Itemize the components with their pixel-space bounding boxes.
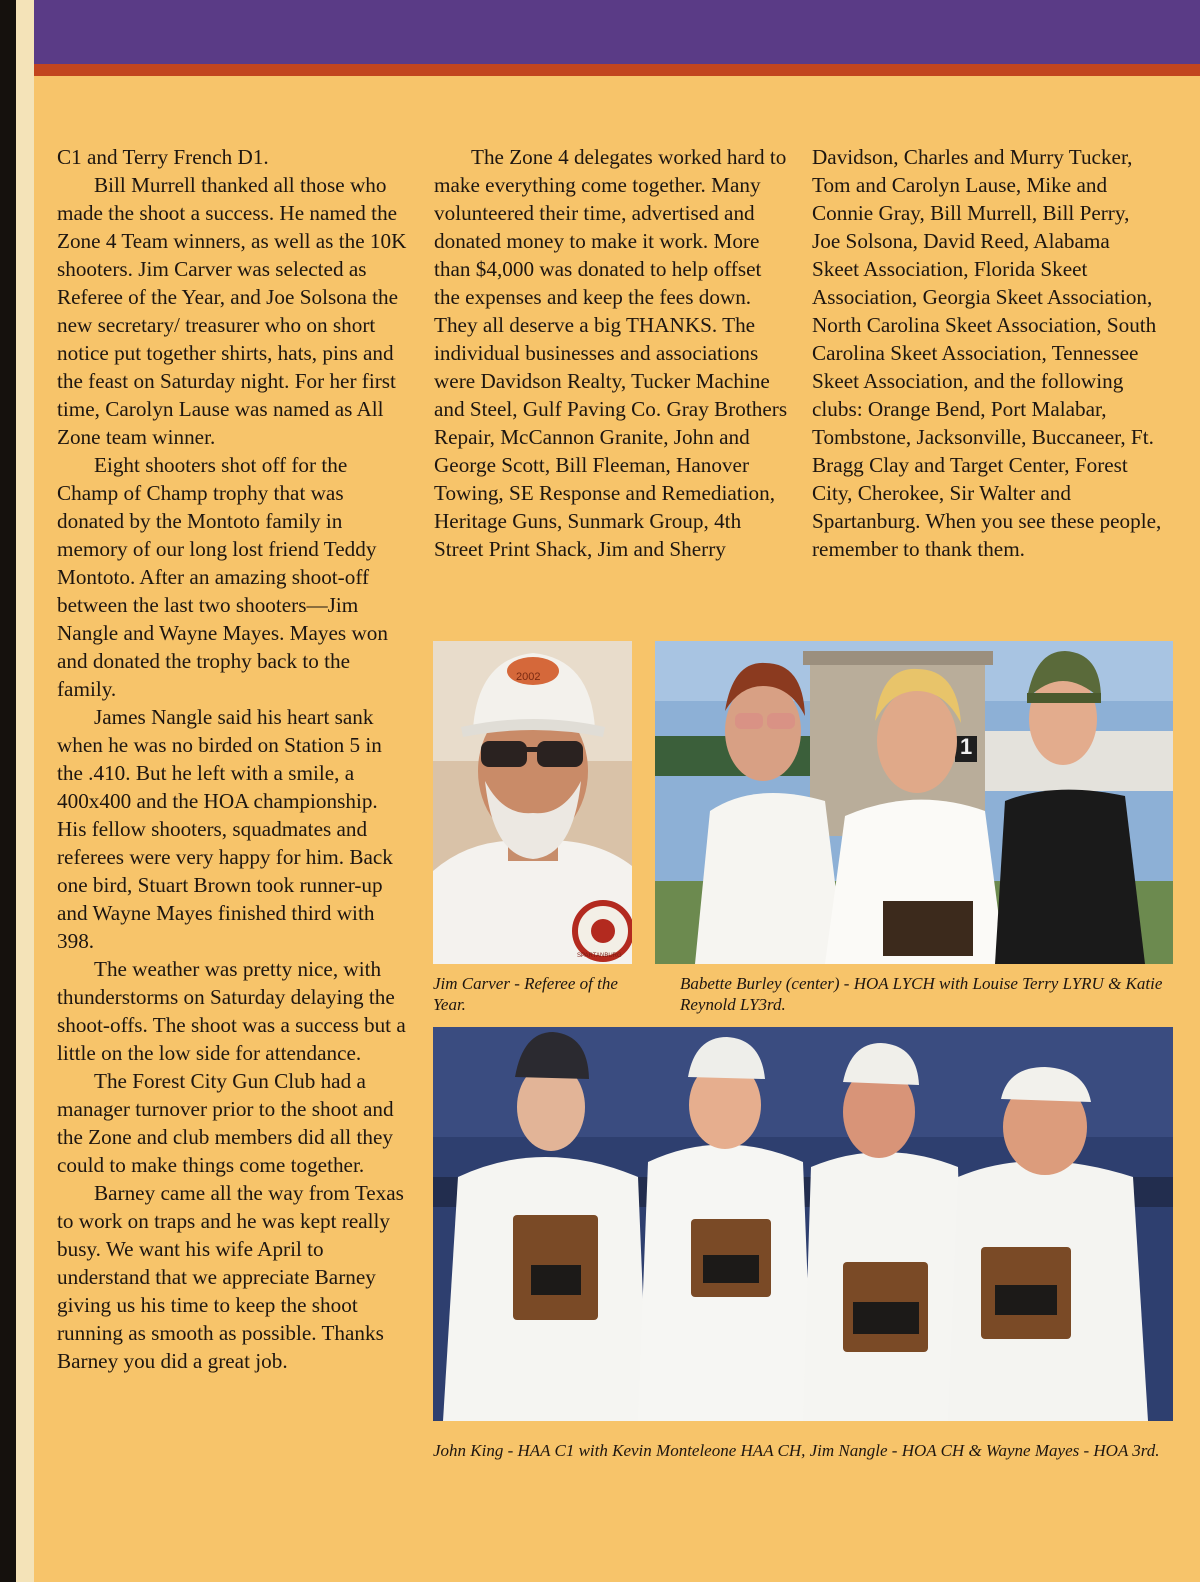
paragraph: Barney came all the way from Texas to work on traps and he was kept really busy. We want his wife April to understand that we appreciate Barney giving us his time to keep the shoot running as smooth as possible. Thanks Barney you did a great job. xyxy=(57,1181,404,1373)
caption-jim-carver: Jim Carver - Referee of the Year. xyxy=(433,974,618,1014)
photo-jim-carver xyxy=(433,641,632,964)
top-accent-stripe xyxy=(34,64,1200,76)
article-column-1 xyxy=(57,143,412,1375)
paragraph: Bill Murrell thanked all those who made the shoot a success. He named the Zone 4 Team winners, as well as the 10K shooters. Jim Carver was selected as Referee of the Year, and Joe Solsona the new secretary/ treasurer who on short notice put together shirts, hats, pins and the feast on Saturday night. For her first time, Carolyn Lause was named as All Zone team winner. xyxy=(57,173,407,449)
paragraph: James Nangle said his heart sank when he was no birded on Station 5 in the .410. But he left with a smile, a 400x400 and the HOA championship. His fellow shooters, squadmates and referees were very happy for him. Back one bird, Stuart Brown took runner-up and Wayne Mayes finished third with 398. xyxy=(57,705,393,953)
patch-text: SPARTANBURG xyxy=(577,953,622,959)
hat-logo-text: 2002 xyxy=(516,671,541,683)
top-color-band xyxy=(34,0,1200,64)
paragraph: C1 and Terry French D1. xyxy=(57,145,269,169)
station-sign: 1 xyxy=(960,734,973,759)
paragraph: The Forest City Gun Club had a manager turnover prior to the shoot and the Zone and club members did all they could to make things come together. xyxy=(57,1069,394,1177)
paragraph: The weather was pretty nice, with thunderstorms on Saturday delaying the shoot-offs. The shoot was a success but a little on the low side for attendance. xyxy=(57,957,406,1065)
paragraph: Eight shooters shot off for the Champ of Champ trophy that was donated by the Montoto family in memory of our long lost friend Teddy Montoto. After an amazing shoot-off between the last two shooters—Jim Nangle and Wayne Mayes. Mayes won and donated the trophy back to the family. xyxy=(57,453,388,701)
caption-babette-burley: Babette Burley (center) - HOA LYCH with Louise Terry LYRU & Katie Reynold LY3rd. xyxy=(680,974,1163,1014)
photo-babette-burley-group xyxy=(655,641,1173,964)
paragraph: The Zone 4 delegates worked hard to make everything come together. Many volunteered their time, advertised and donated money to make it work. More than $4,000 was donated to help offset the expenses and keep the fees down. They all deserve a big THANKS. The individual businesses and associations were Davidson Realty, Tucker Machine and Steel, Gulf Paving Co. Gray Brothers Repair, McCannon Granite, John and George Scott, Bill Fleeman, Hanover Towing, SE Response and Remediation, Heritage Guns, Sunmark Group, 4th Street Print Shack, Jim and Sherry xyxy=(434,145,788,561)
article-column-3 xyxy=(812,143,1162,563)
binding-edge xyxy=(0,0,16,1582)
caption-award-winners: John King - HAA C1 with Kevin Monteleone HAA CH, Jim Nangle - HOA CH & Wayne Mayes - HOA 3rd. xyxy=(433,1441,1160,1460)
article-column-2 xyxy=(434,143,789,563)
photo-award-winners xyxy=(433,1027,1173,1421)
paragraph: Davidson, Charles and Murry Tucker, Tom and Carolyn Lause, Mike and Connie Gray, Bill Murrell, Bill Perry, Joe Solsona, David Reed, Alabama Skeet Association, Florida Skeet Association, Georgia Skeet Association, North Carolina Skeet Association, South Carolina Skeet Association, Tennessee Skeet Association, and the following clubs: Orange Bend, Port Malabar, Tombstone, Jacksonville, Buccaneer, Ft. Bragg Clay and Target Center, Forest City, Cherokee, Sir Walter and Spartanburg. When you see these people, remember to thank them. xyxy=(812,145,1162,561)
